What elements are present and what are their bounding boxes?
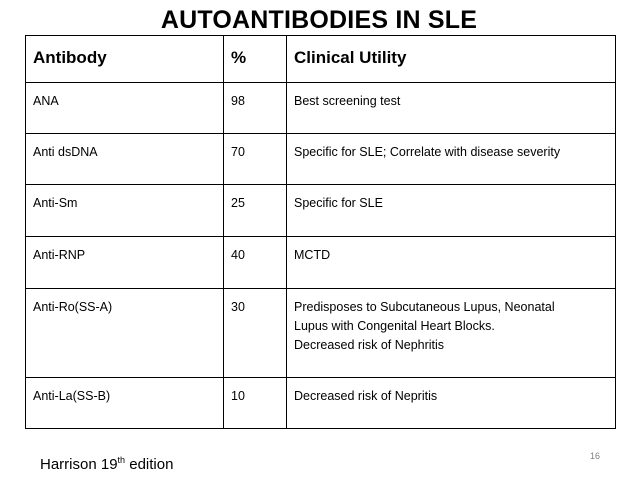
percent-cell: 30 <box>224 289 287 378</box>
source-edition: edition <box>125 456 174 473</box>
table-row <box>26 185 616 236</box>
utility-line: Decreased risk of Nephritis <box>294 338 445 353</box>
utility-line: Specific for SLE <box>294 196 383 211</box>
autoantibody-table-container <box>25 35 615 429</box>
table-row <box>26 377 616 428</box>
source-superscript: th <box>117 455 126 465</box>
page-number: 16 <box>590 451 601 461</box>
antibody-cell: ANA <box>26 82 224 133</box>
utility-line: MCTD <box>294 247 331 262</box>
utility-line: Predisposes to Subcutaneous Lupus, Neonatal <box>294 300 555 315</box>
utility-cell <box>287 82 616 133</box>
percent-cell: 70 <box>224 134 287 185</box>
antibody-cell: Anti dsDNA <box>26 134 224 185</box>
source-citation <box>40 456 173 474</box>
header-percent: % <box>224 36 287 83</box>
utility-line: Best screening test <box>294 93 401 108</box>
utility-line: Specific for SLE; Correlate with disease severity <box>294 145 561 160</box>
percent-cell: 98 <box>224 82 287 133</box>
utility-cell <box>287 289 616 378</box>
table-row <box>26 134 616 185</box>
percent-cell: 40 <box>224 236 287 288</box>
utility-line: Decreased risk of Nepritis <box>294 388 438 403</box>
slide-title: AUTOANTIBODIES IN SLE <box>160 6 478 34</box>
table-row <box>26 236 616 288</box>
utility-cell <box>287 185 616 236</box>
utility-cell <box>287 236 616 288</box>
table-row <box>26 289 616 378</box>
antibody-cell: Anti-Sm <box>26 185 224 236</box>
antibody-cell: Anti-La(SS-B) <box>26 377 224 428</box>
antibody-cell: Anti-RNP <box>26 236 224 288</box>
header-clinical-utility: Clinical Utility <box>287 36 616 83</box>
percent-cell: 10 <box>224 377 287 428</box>
utility-line: Lupus with Congenital Heart Blocks. <box>294 319 495 334</box>
header-antibody: Antibody <box>26 36 224 83</box>
percent-cell: 25 <box>224 185 287 236</box>
table-header-row <box>26 36 616 83</box>
source-text: Harrison 19 <box>40 456 118 473</box>
utility-cell <box>287 377 616 428</box>
utility-cell <box>287 134 616 185</box>
autoantibody-table <box>25 35 616 429</box>
table-row <box>26 82 616 133</box>
antibody-cell: Anti-Ro(SS-A) <box>26 289 224 378</box>
